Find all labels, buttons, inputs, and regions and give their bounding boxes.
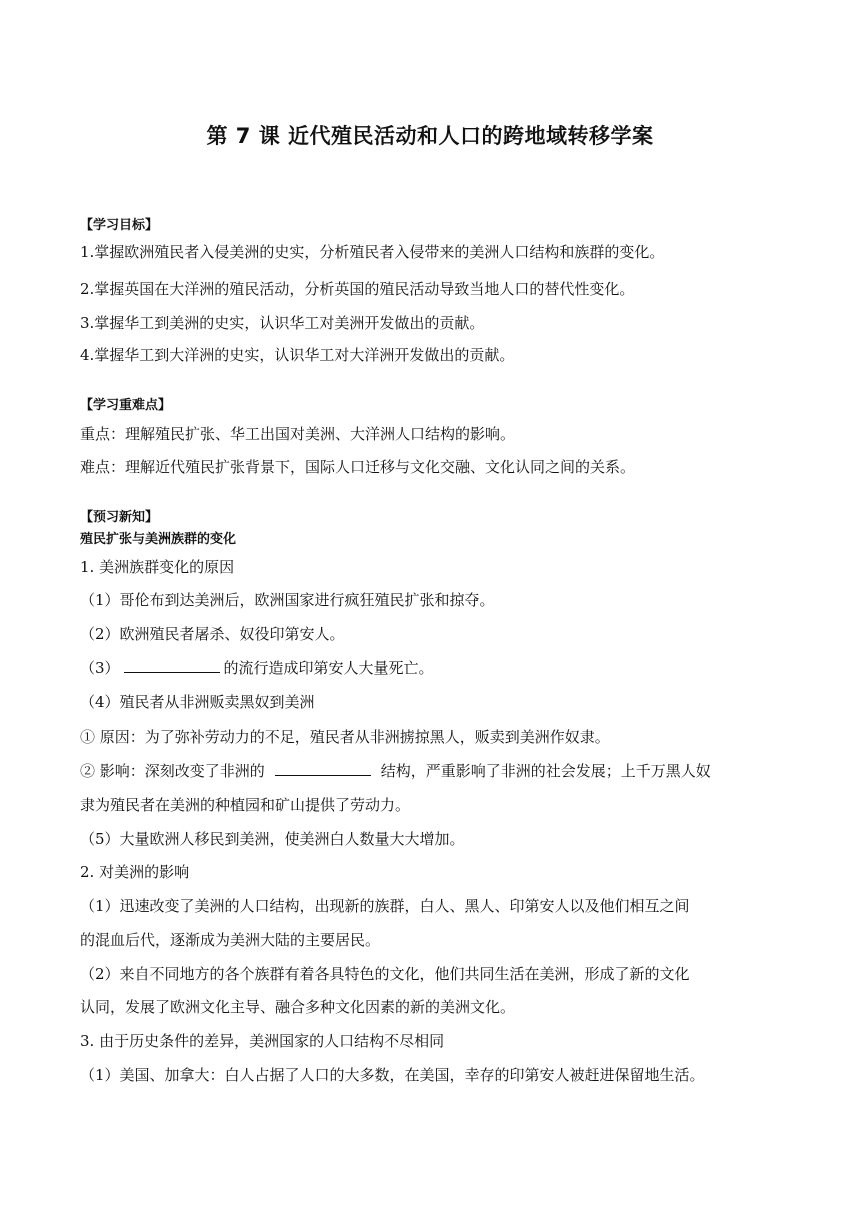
list-item: （1）哥伦布到达美洲后，欧洲国家进行疯狂殖民扩张和掠夺。	[80, 591, 495, 609]
objective-item: 4.掌握华工到大洋洲的史实，认识华工对大洋洲开发做出的贡献。	[80, 346, 515, 364]
objectives-heading: 【学习目标】	[80, 218, 159, 233]
list-item: （4）殖民者从非洲贩卖黑奴到美洲	[80, 693, 315, 711]
list-item-cont: 认同，发展了欧洲文化主导、融合多种文化因素的新的美洲文化。	[80, 998, 516, 1016]
page-title: 第 7 课 近代殖民活动和人口的跨地域转移学案	[206, 124, 654, 148]
preview-subheading: 殖民扩张与美洲族群的变化	[80, 532, 237, 547]
list-item: （1）迅速改变了美洲的人口结构，出现新的族群，白人、黑人、印第安人以及他们相互之间	[80, 897, 690, 915]
objective-item: 2.掌握英国在大洋洲的殖民活动，分析英国的殖民活动导致当地人口的替代性变化。	[80, 280, 635, 298]
difficulty-text: 难点：理解近代殖民扩张背景下，国际人口迁移与文化交融、文化认同之间的关系。	[80, 458, 636, 476]
list-item-cont: 隶为殖民者在美洲的种植园和矿山提供了劳动力。	[80, 796, 411, 814]
key-points-heading: 【学习重难点】	[80, 398, 172, 413]
focus-text: 重点：理解殖民扩张、华工出国对美洲、大洋洲人口结构的影响。	[80, 425, 516, 443]
objective-item: 1.掌握欧洲殖民者入侵美洲的史实，分析殖民者入侵带来的美洲人口结构和族群的变化。	[80, 243, 665, 261]
list-item: （2）来自不同地方的各个族群有着各具特色的文化，他们共同生活在美洲，形成了新的文化	[80, 965, 690, 983]
list-item-fill-blank	[80, 761, 780, 781]
list-item: ① 原因：为了弥补劳动力的不足，殖民者从非洲掳掠黑人，贩卖到美洲作奴隶。	[80, 728, 610, 746]
item-suffix: 结构，严重影响了非洲的社会发展；上千万黑人奴	[380, 762, 711, 780]
item-prefix: ② 影响：深刻改变了非洲的	[80, 762, 265, 780]
objective-item: 3.掌握华工到美洲的史实，认识华工对美洲开发做出的贡献。	[80, 314, 485, 332]
item-suffix: 的流行造成印第安人大量死亡。	[223, 659, 434, 677]
section-title: 1. 美洲族群变化的原因	[80, 558, 235, 576]
list-item: （5）大量欧洲人移民到美洲，使美洲白人数量大大增加。	[80, 830, 465, 848]
fill-blank	[275, 761, 371, 776]
list-item: （1）美国、加拿大：白人占据了人口的大多数，在美国，幸存的印第安人被赶进保留地生活。	[80, 1066, 705, 1084]
preview-heading: 【预习新知】	[80, 510, 159, 525]
list-item-fill-blank	[80, 658, 780, 678]
item-prefix: （3）	[80, 659, 120, 677]
section-title: 2. 对美洲的影响	[80, 863, 190, 881]
section-title: 3. 由于历史条件的差异，美洲国家的人口结构不尽相同	[80, 1032, 445, 1050]
fill-blank	[124, 658, 220, 673]
list-item: （2）欧洲殖民者屠杀、奴役印第安人。	[80, 625, 345, 643]
list-item-cont: 的混血后代，逐渐成为美洲大陆的主要居民。	[80, 931, 381, 949]
